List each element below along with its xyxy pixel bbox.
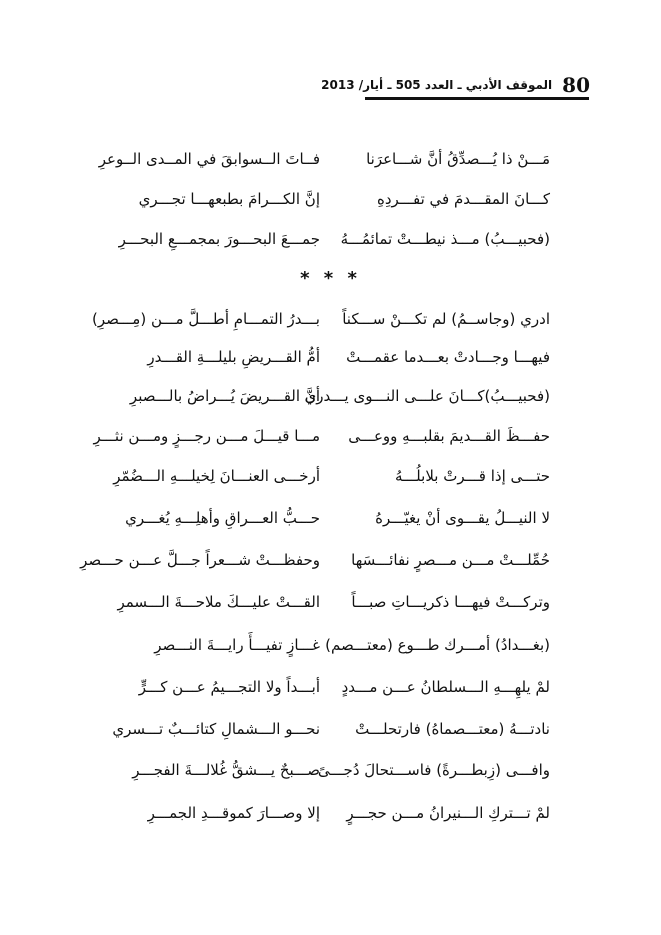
verse bbox=[93, 421, 550, 451]
verse bbox=[110, 714, 550, 744]
verse bbox=[98, 144, 550, 174]
first-hemistich: حُمِّلـــتْ مـــن مـــصرٍ نفائـــسَها bbox=[351, 551, 550, 569]
first-hemistich: نادتـــهُ (معتـــصماهُ) فارتحلـــتْ bbox=[355, 720, 550, 738]
verse bbox=[80, 545, 550, 575]
first-hemistich: وافـــى (زِبطـــرةً) فاســـتحالَ دُجـــىً bbox=[317, 761, 550, 779]
verse bbox=[110, 381, 550, 411]
first-hemistich: مَـــنْ ذا يُـــصدِّقُ أنَّ شـــاعرَنا bbox=[366, 150, 550, 168]
verse bbox=[110, 224, 550, 254]
first-hemistich: حتـــى إذا قـــرتْ بلابلُـــهُ bbox=[394, 467, 550, 485]
first-hemistich: كـــانَ المقـــدمَ في تفـــردِهِ bbox=[377, 190, 550, 208]
first-hemistich: فيهـــا وجـــادتْ بعـــدما عقمـــتْ bbox=[346, 348, 550, 366]
first-hemistich: (فحبيـــبُ) مـــذ نيطـــتْ تمائمُـــهُ bbox=[340, 230, 550, 248]
first-hemistich: (فحبيـــبُ)كـــانَ علـــى النـــوى يـــدري bbox=[304, 387, 550, 405]
second-hemistich: فــاتَ الــسوابقَ في المــدى الــوعرِ bbox=[98, 150, 320, 168]
page-number: 80 bbox=[562, 73, 590, 97]
verse bbox=[110, 755, 550, 785]
verse bbox=[110, 461, 550, 491]
verse bbox=[110, 630, 550, 660]
verse bbox=[110, 798, 550, 828]
running-header bbox=[321, 72, 590, 98]
second-hemistich: إنَّ الكـــرامَ بطبعهـــا تجـــري bbox=[138, 190, 320, 208]
second-hemistich: نحـــو الـــشمالِ كتائـــبٌ تـــسري bbox=[112, 720, 320, 738]
first-hemistich: لمْ تـــتركِ الـــنيرانُ مـــن حجـــرٍ bbox=[346, 804, 550, 822]
second-hemistich: مـــا قيـــلَ مـــن رجـــزٍ ومـــن نثـــرِ bbox=[93, 427, 320, 445]
header-rule bbox=[365, 97, 589, 100]
second-hemistich: جمـــعَ البحـــورَ بمجمـــعِ البحـــرِ bbox=[118, 230, 320, 248]
second-hemistich: غـــازٍ تفيـــأَ رايـــةَ النـــصرِ bbox=[154, 636, 320, 654]
running-head: الموقف الأدبي ـ العدد 505 ـ أيار/ 2013 bbox=[321, 78, 553, 92]
second-hemistich: صـــبحٌ يـــشقُّ غُلالـــةَ الفجـــرِ bbox=[132, 761, 320, 779]
second-hemistich: القـــتْ عليـــكَ ملاحـــةَ الـــسمرِ bbox=[117, 593, 320, 611]
second-hemistich: إلا وصـــارَ كموقـــدِ الجمـــرِ bbox=[147, 804, 320, 822]
second-hemistich: بـــدرُ التمـــامِ أطـــلَّ مـــن (مِـــصرِ) bbox=[91, 310, 320, 328]
second-hemistich: أبـــداً ولا التجـــيمُ عـــن كـــرٍّ bbox=[138, 678, 320, 696]
second-hemistich: حـــبُّ العـــراقِ وأهلِـــهِ يُغـــري bbox=[125, 509, 320, 527]
first-hemistich: لمْ يلهِـــهِ الـــسلطانُ عـــن مـــددٍ bbox=[341, 678, 550, 696]
verse bbox=[110, 184, 550, 214]
verse bbox=[110, 503, 550, 533]
second-hemistich: وحفظـــتْ شـــعراً جـــلَّ عـــن حـــصرِ bbox=[80, 551, 320, 569]
first-hemistich: حفـــظَ القـــديمَ بقلبـــهِ ووعـــى bbox=[348, 427, 550, 445]
verse bbox=[110, 587, 550, 617]
verse bbox=[110, 342, 550, 372]
verse bbox=[110, 672, 550, 702]
first-hemistich: لا النيـــلُ يقـــوى أنْ يغيّـــرهُ bbox=[375, 509, 550, 527]
second-hemistich: أنَّ القـــريضَ يُـــراضُ بالـــصبرِ bbox=[129, 387, 320, 405]
first-hemistich: (بغـــدادُ) أمـــرك طـــوع (معتـــصم) bbox=[325, 636, 550, 654]
stanza-separator: * * * bbox=[300, 268, 361, 289]
second-hemistich: أرخـــى العنـــانَ لِخيلـــهِ الـــضُمّرِ bbox=[113, 467, 320, 485]
verse bbox=[91, 304, 550, 334]
first-hemistich: ادري (وجاســمُ) لم تكـــنْ ســـكناً bbox=[342, 310, 550, 328]
first-hemistich: وتركـــتْ فيهـــا ذكريـــاتِ صبـــاً bbox=[351, 593, 550, 611]
second-hemistich: أمُّ القـــريضِ بليلـــةِ القـــدرِ bbox=[147, 348, 320, 366]
